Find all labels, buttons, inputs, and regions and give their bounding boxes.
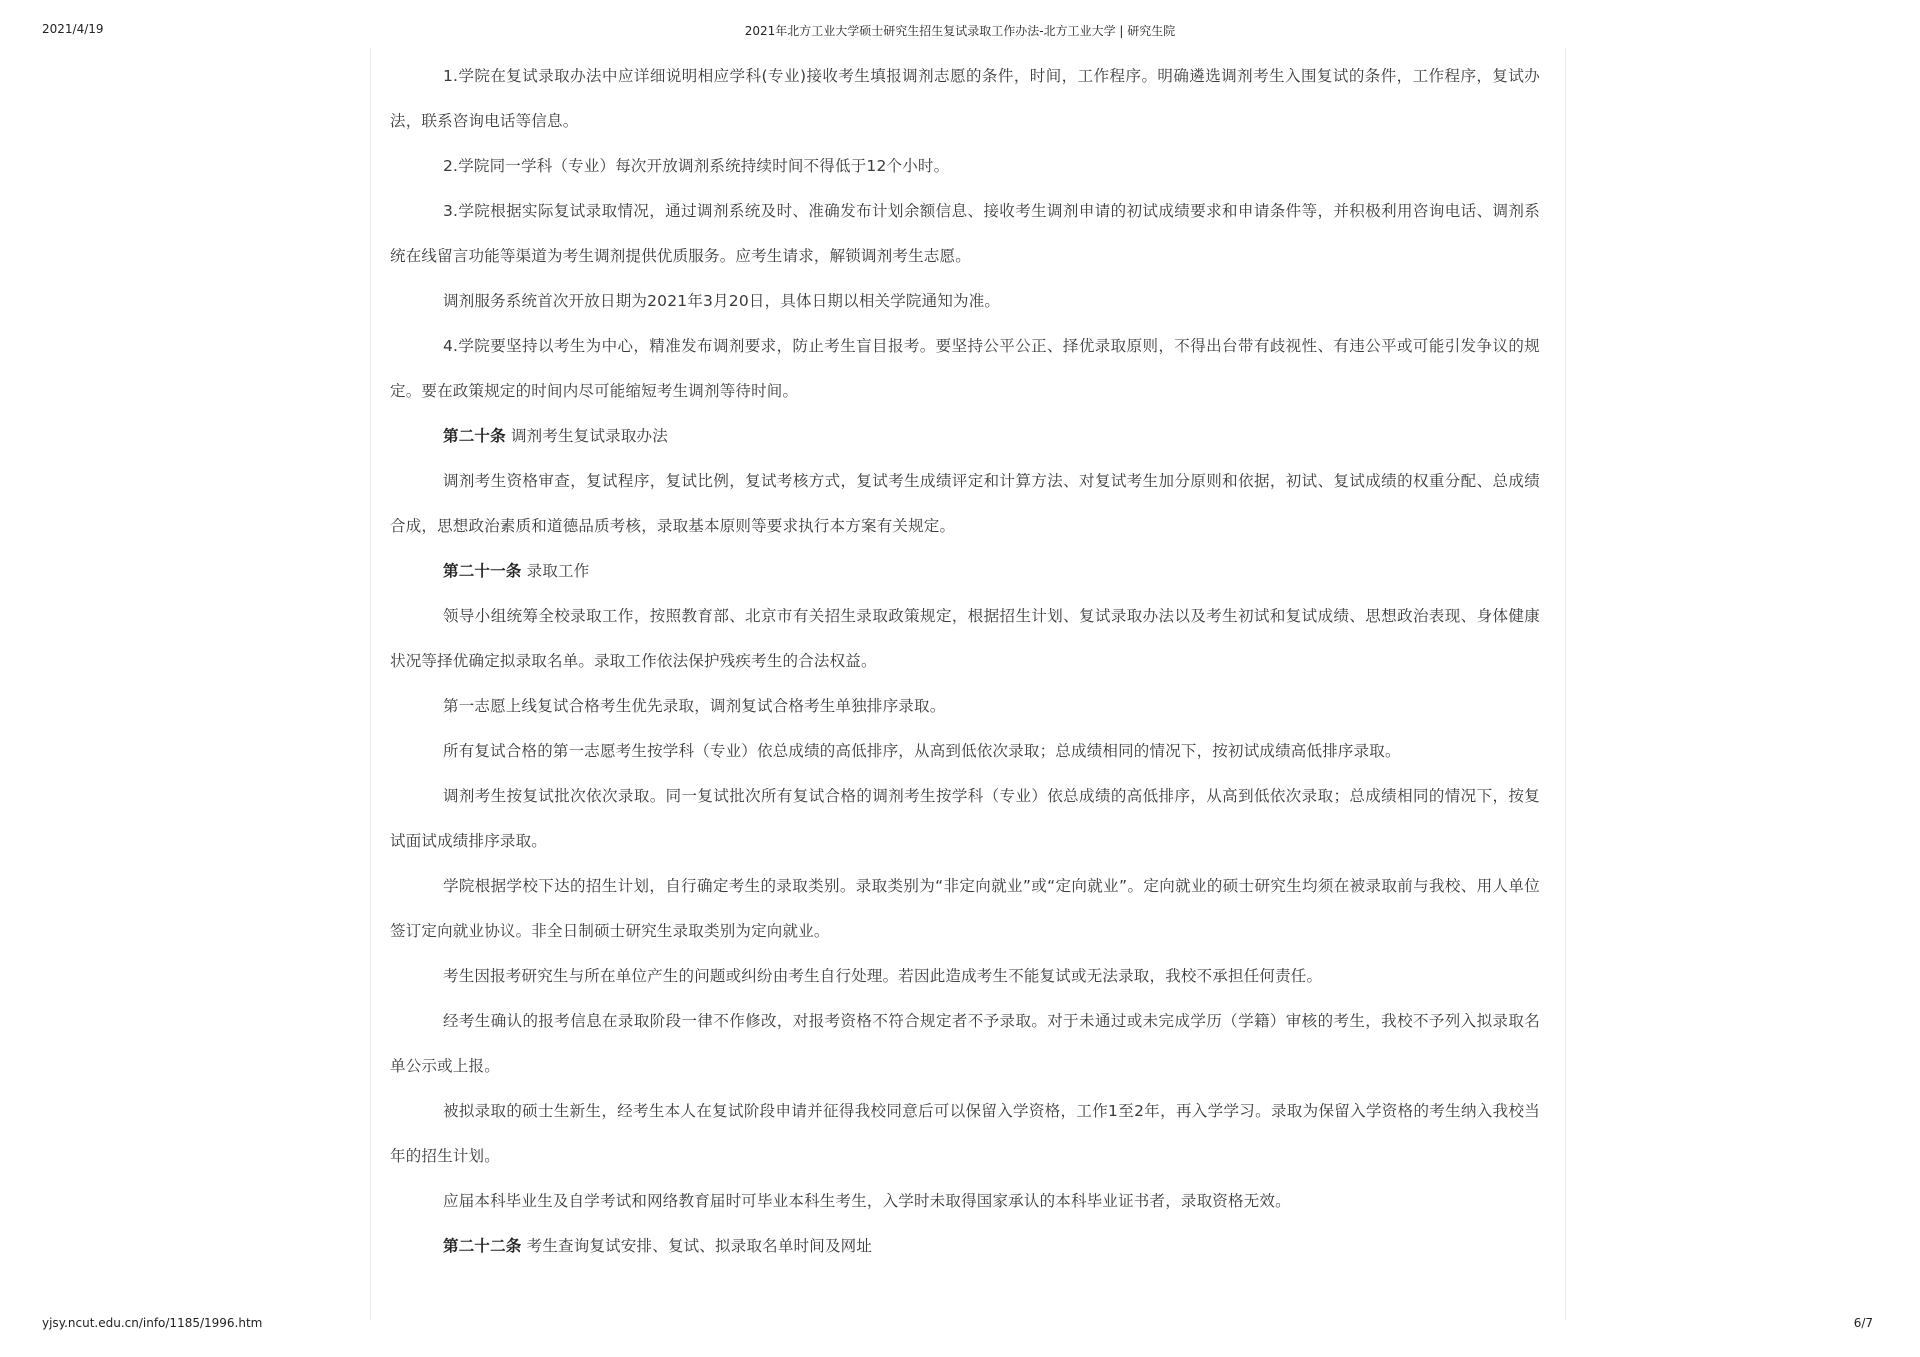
section-heading (390, 1224, 1540, 1269)
article-number: 第二十一条 (443, 562, 522, 580)
paragraph: 经考生确认的报考信息在录取阶段一律不作修改，对报考资格不符合规定者不予录取。对于未通过或未完成学历（学籍）审核的考生，我校不予列入拟录取名单公示或上报。 (390, 1012, 1540, 1075)
section-title: 考生查询复试安排、复试、拟录取名单时间及网址 (521, 1237, 873, 1255)
section-title: 调剂考生复试录取办法 (505, 427, 668, 445)
paragraph: 所有复试合格的第一志愿考生按学科（专业）依总成绩的高低排序，从高到低依次录取；总成绩相同的情况下，按初试成绩高低排序录取。 (443, 742, 1401, 760)
print-header-title: 2021年北方工业大学硕士研究生招生复试录取工作办法-北方工业大学 | 研究生院 (744, 24, 1176, 38)
section-title: 录取工作 (521, 562, 590, 580)
print-footer-page-number: 6/7 (1853, 1316, 1873, 1330)
paragraph: 考生因报考研究生与所在单位产生的问题或纠纷由考生自行处理。若因此造成考生不能复试或无法录取，我校不承担任何责任。 (443, 967, 1323, 985)
paragraph: 调剂考生资格审查，复试程序，复试比例，复试考核方式，复试考生成绩评定和计算方法、对复试考生加分原则和依据，初试、复试成绩的权重分配、总成绩合成，思想政治素质和道德品质考核，录取基本原则等要求执行本方案有关规定。 (390, 472, 1540, 535)
paragraph: 3.学院根据实际复试录取情况，通过调剂系统及时、准确发布计划余额信息、接收考生调剂申请的初试成绩要求和申请条件等，并积极利用咨询电话、调剂系统在线留言功能等渠道为考生调剂提供优质服务。应考生请求，解锁调剂考生志愿。 (390, 202, 1540, 265)
section-heading (390, 414, 1540, 459)
paragraph: 调剂考生按复试批次依次录取。同一复试批次所有复试合格的调剂考生按学科（专业）依总成绩的高低排序，从高到低依次录取；总成绩相同的情况下，按复试面试成绩排序录取。 (390, 787, 1540, 850)
section-heading (390, 549, 1540, 594)
paragraph: 4.学院要坚持以考生为中心，精准发布调剂要求，防止考生盲目报考。要坚持公平公正、择优录取原则，不得出台带有歧视性、有违公平或可能引发争议的规定。要在政策规定的时间内尽可能缩短考生调剂等待时间。 (390, 337, 1540, 400)
paragraph: 调剂服务系统首次开放日期为2021年3月20日，具体日期以相关学院通知为准。 (443, 292, 1001, 310)
paragraph: 领导小组统筹全校录取工作，按照教育部、北京市有关招生录取政策规定，根据招生计划、复试录取办法以及考生初试和复试成绩、思想政治表现、身体健康状况等择优确定拟录取名单。录取工作依法保护残疾考生的合法权益。 (390, 607, 1540, 670)
article-number: 第二十条 (443, 427, 506, 445)
paragraph: 1.学院在复试录取办法中应详细说明相应学科(专业)接收考生填报调剂志愿的条件，时间，工作程序。明确遴选调剂考生入围复试的条件，工作程序，复试办法，联系咨询电话等信息。 (390, 67, 1540, 130)
article-number: 第二十二条 (443, 1237, 522, 1255)
paragraph: 应届本科毕业生及自学考试和网络教育届时可毕业本科生考生，入学时未取得国家承认的本科毕业证书者，录取资格无效。 (443, 1192, 1291, 1210)
paragraph: 被拟录取的硕士生新生，经考生本人在复试阶段申请并征得我校同意后可以保留入学资格，工作1至2年，再入学学习。录取为保留入学资格的考生纳入我校当年的招生计划。 (390, 1102, 1540, 1165)
paragraph: 第一志愿上线复试合格考生优先录取，调剂复试合格考生单独排序录取。 (443, 697, 946, 715)
paragraph: 学院根据学校下达的招生计划，自行确定考生的录取类别。录取类别为“非定向就业”或“定向就业”。定向就业的硕士研究生均须在被录取前与我校、用人单位签订定向就业协议。非全日制硕士研究生录取类别为定向就业。 (390, 877, 1540, 940)
print-header-date: 2021/4/19 (42, 22, 104, 36)
paragraph: 2.学院同一学科（专业）每次开放调剂系统持续时间不得低于12个小时。 (443, 157, 950, 175)
article-body (390, 54, 1540, 1269)
print-footer-url: yjsy.ncut.edu.cn/info/1185/1996.htm (42, 1316, 263, 1330)
